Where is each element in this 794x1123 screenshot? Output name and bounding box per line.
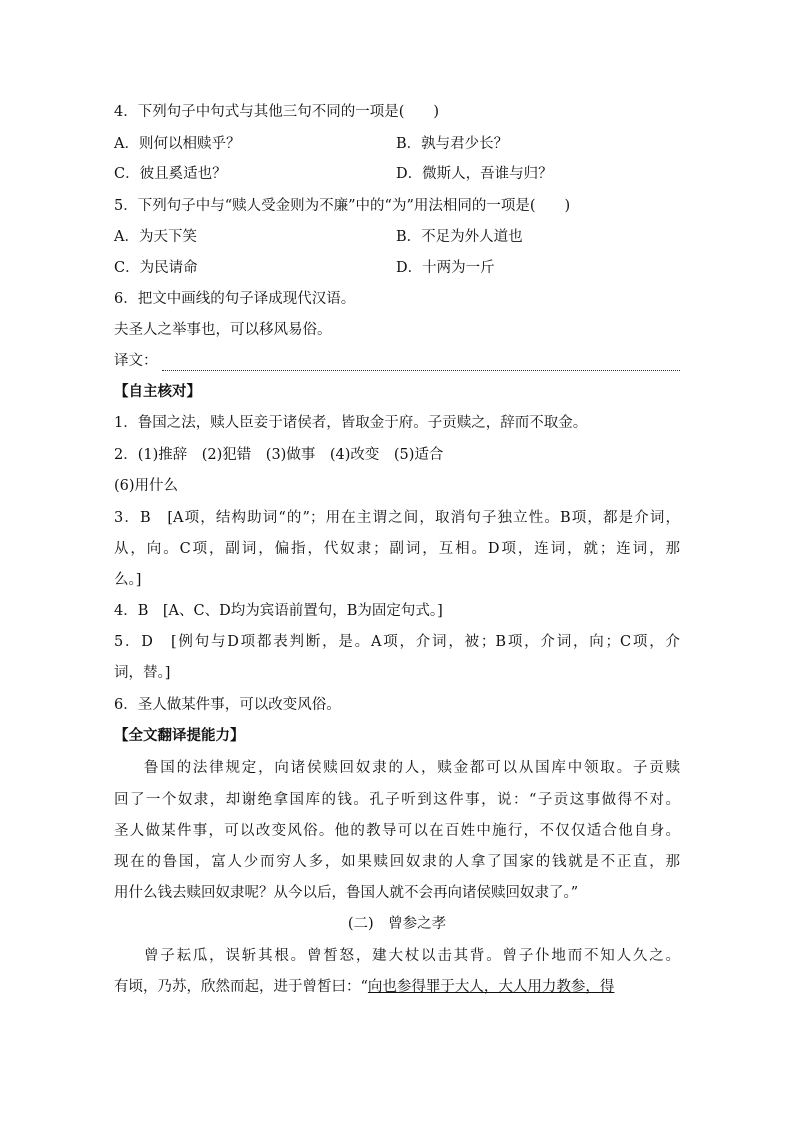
translation-line-4: 现在的鲁国，富人少而穷人多，如果赎回奴隶的人拿了国家的钱就是不正直，那 [114, 854, 680, 870]
q4-option-a: A．则何以相赎乎？ [114, 136, 241, 152]
translation-heading: 【全文翻译提能力】 [114, 727, 245, 744]
check-answer-6: 6．圣人做某件事，可以改变风俗。 [114, 697, 341, 713]
q6-sentence: 夫圣人之举事也，可以移风易俗。 [114, 322, 332, 338]
check-heading: 【自主核对】 [114, 383, 201, 400]
q5-option-b: B．不足为外人道也 [396, 229, 523, 245]
q5-option-d: D．十两为一斤 [396, 260, 495, 276]
check-answer-5-line2: 词，替。] [114, 665, 171, 681]
section-2-line-2 [114, 977, 614, 997]
section-2-title: (二) 曾参之孝 [347, 916, 447, 932]
q5-option-c: C．为民请命 [114, 260, 198, 276]
translation-line-3: 圣人做某件事，可以改变风俗。他的教导可以在百姓中施行，不仅仅适合他自身。 [114, 823, 680, 839]
check-answer-2-line1: 2．(1)推辞 (2)犯错 (3)做事 (4)改变 (5)适合 [114, 447, 444, 463]
check-answer-3-line2: 从，向。C项，副词，偏指，代奴隶；副词，互相。D项，连词，就；连词，那 [114, 541, 680, 557]
check-answer-3-line1: 3．B [A项，结构助词“的”；用在主谓之间，取消句子独立性。B项，都是介词， [114, 510, 680, 526]
section-2-line-2-plain: 有顷，乃苏，欣然而起，进于曾皙曰：“ [114, 979, 368, 995]
translation-line-2: 回了一个奴隶，却谢绝拿国库的钱。孔子听到这件事，说：“子贡这事做得不对。 [114, 792, 680, 808]
q6-stem: 6．把文中画线的句子译成现代汉语。 [114, 291, 356, 307]
check-answer-3-line3: 么。] [114, 572, 142, 588]
translation-line-1: 鲁国的法律规定，向诸侯赎回奴隶的人，赎金都可以从国库中领取。子贡赎 [144, 760, 680, 776]
q4-option-c: C．彼且奚适也？ [114, 166, 227, 182]
check-answer-1: 1．鲁国之法，赎人臣妾于诸侯者，皆取金于府。子贡赎之，辞而不取金。 [114, 415, 588, 431]
q6-answer-label: 译文： [114, 353, 158, 369]
underlined-sentence: 向也参得罪于大人，大人用力教参，得 [367, 979, 615, 995]
q5-stem: 5．下列句子中与“赎人受金则为不廉”中的“为”用法相同的一项是( ) [114, 198, 571, 214]
q6-answer-line [114, 351, 680, 371]
check-answer-4: 4．B [A、C、D均为宾语前置句，B为固定句式。] [114, 603, 443, 619]
q4-option-b: B．孰与君少长？ [396, 136, 509, 152]
check-answer-5-line1: 5．D [例句与D项都表判断，是。A项，介词，被；B项，介词，向；C项，介 [114, 634, 680, 650]
check-answer-2-line2: (6)用什么 [114, 478, 179, 494]
translation-line-5: 用什么钱去赎回奴隶呢？从今以后，鲁国人就不会再向诸侯赎回奴隶了。” [114, 885, 579, 901]
q4-option-d: D．微斯人，吾谁与归？ [396, 166, 553, 182]
answer-blank [162, 358, 680, 371]
section-2-line-1: 曾子耘瓜，误斩其根。曾皙怒，建大杖以击其背。曾子仆地而不知人久之。 [144, 948, 680, 964]
q4-stem: 4．下列句子中句式与其他三句不同的一项是( ) [114, 104, 440, 120]
q5-option-a: A．为天下笑 [114, 229, 197, 245]
